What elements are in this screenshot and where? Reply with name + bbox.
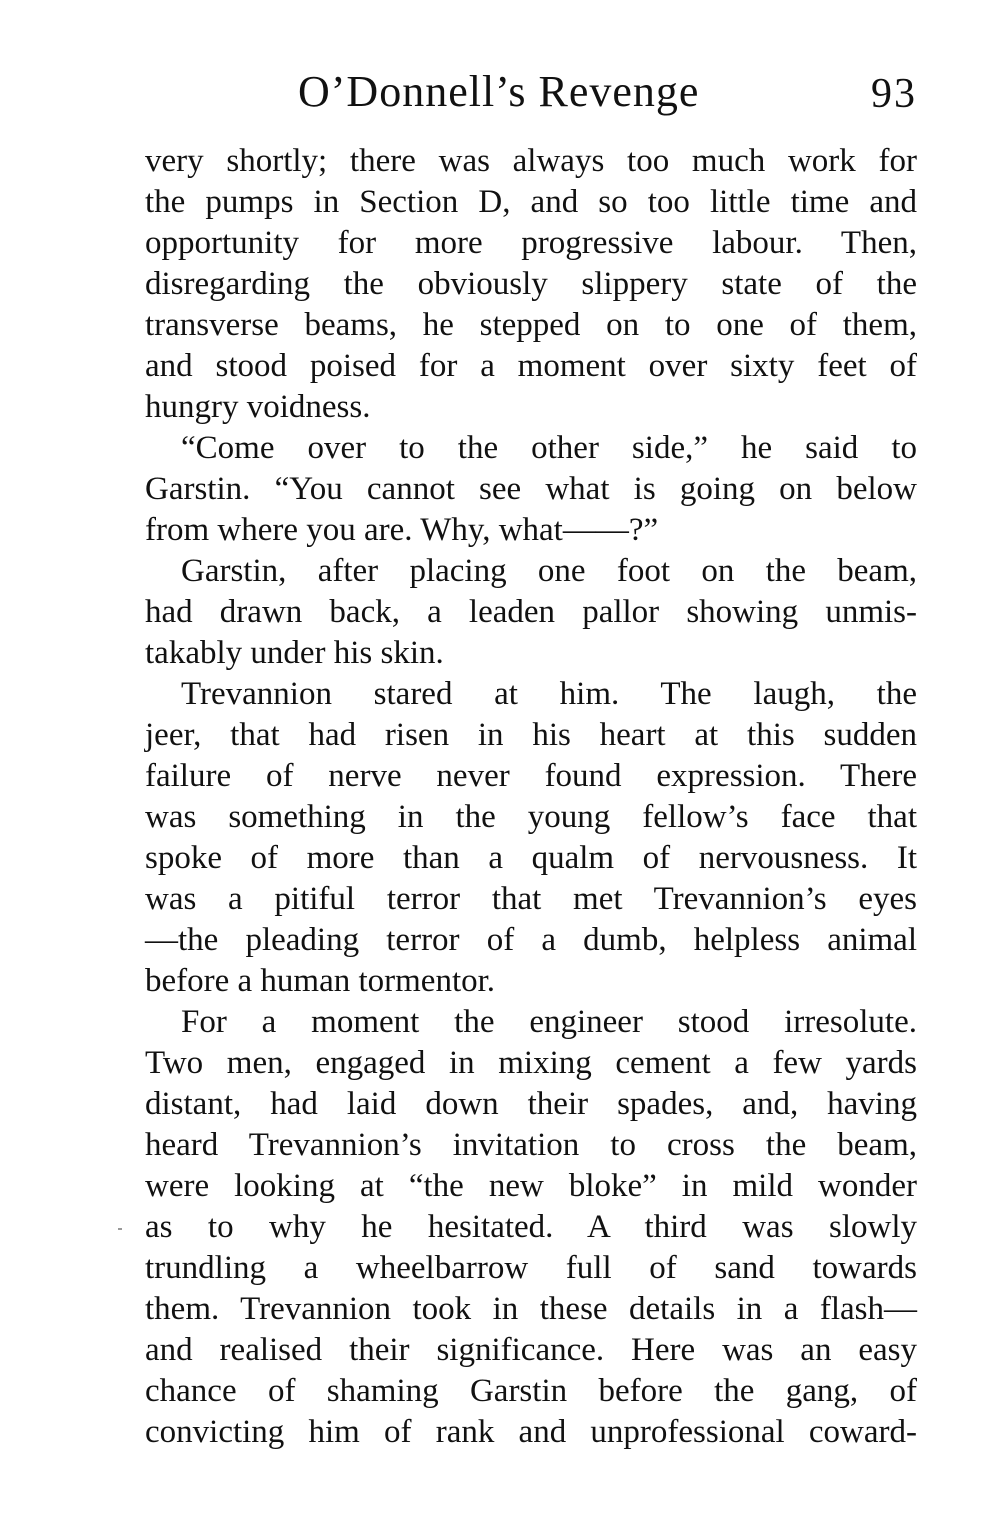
text-line: chance of shaming Garstin before the gang, of xyxy=(145,1373,917,1409)
text-line: very shortly; there was always too much work for xyxy=(145,143,917,179)
text-line: Trevannion stared at him. The laugh, the xyxy=(181,676,917,712)
text-line: were looking at “the new bloke” in mild wonder xyxy=(145,1168,917,1204)
body-text xyxy=(145,141,917,1453)
text-line: heard Trevannion’s invitation to cross the beam, xyxy=(145,1127,917,1163)
text-line: Garstin, after placing one foot on the beam, xyxy=(181,553,917,589)
text-line: —the pleading terror of a dumb, helpless animal xyxy=(145,922,917,958)
text-line: was something in the young fellow’s face that xyxy=(145,799,917,835)
text-line: was a pitiful terror that met Trevannion’s eyes xyxy=(145,881,917,917)
text-line: failure of nerve never found expression. There xyxy=(145,758,917,794)
page-header xyxy=(145,66,917,136)
text-line: transverse beams, he stepped on to one of them, xyxy=(145,307,917,343)
text-line: hungry voidness. xyxy=(145,389,371,425)
text-line: them. Trevannion took in these details in a flash— xyxy=(145,1291,917,1327)
print-speck xyxy=(118,1228,122,1230)
text-line: takably under his skin. xyxy=(145,635,444,671)
text-line: For a moment the engineer stood irresolute. xyxy=(181,1004,917,1040)
text-line: jeer, that had risen in his heart at this sudden xyxy=(145,717,917,753)
text-line: and realised their significance. Here was an easy xyxy=(145,1332,917,1368)
text-line: had drawn back, a leaden pallor showing unmis- xyxy=(145,594,917,630)
text-line: Garstin. “You cannot see what is going on below xyxy=(145,471,917,507)
text-line: “Come over to the other side,” he said to xyxy=(181,430,917,466)
text-line: opportunity for more progressive labour. Then, xyxy=(145,225,917,261)
text-line: distant, had laid down their spades, and, having xyxy=(145,1086,917,1122)
text-line: Two men, engaged in mixing cement a few yards xyxy=(145,1045,917,1081)
text-line: spoke of more than a qualm of nervousness. It xyxy=(145,840,917,876)
text-line: as to why he hesitated. A third was slowly xyxy=(145,1209,917,1245)
running-title: O’Donnell’s Revenge xyxy=(298,67,700,116)
text-line: from where you are. Why, what——?” xyxy=(145,512,659,548)
text-line: convicting him of rank and unprofessional coward- xyxy=(145,1414,917,1450)
text-line: trundling a wheelbarrow full of sand towards xyxy=(145,1250,917,1286)
text-line: and stood poised for a moment over sixty feet of xyxy=(145,348,917,384)
text-line: before a human tormentor. xyxy=(145,963,496,999)
page-number: 93 xyxy=(871,71,917,117)
text-line: disregarding the obviously slippery state of the xyxy=(145,266,917,302)
text-line: the pumps in Section D, and so too little time and xyxy=(145,184,917,220)
